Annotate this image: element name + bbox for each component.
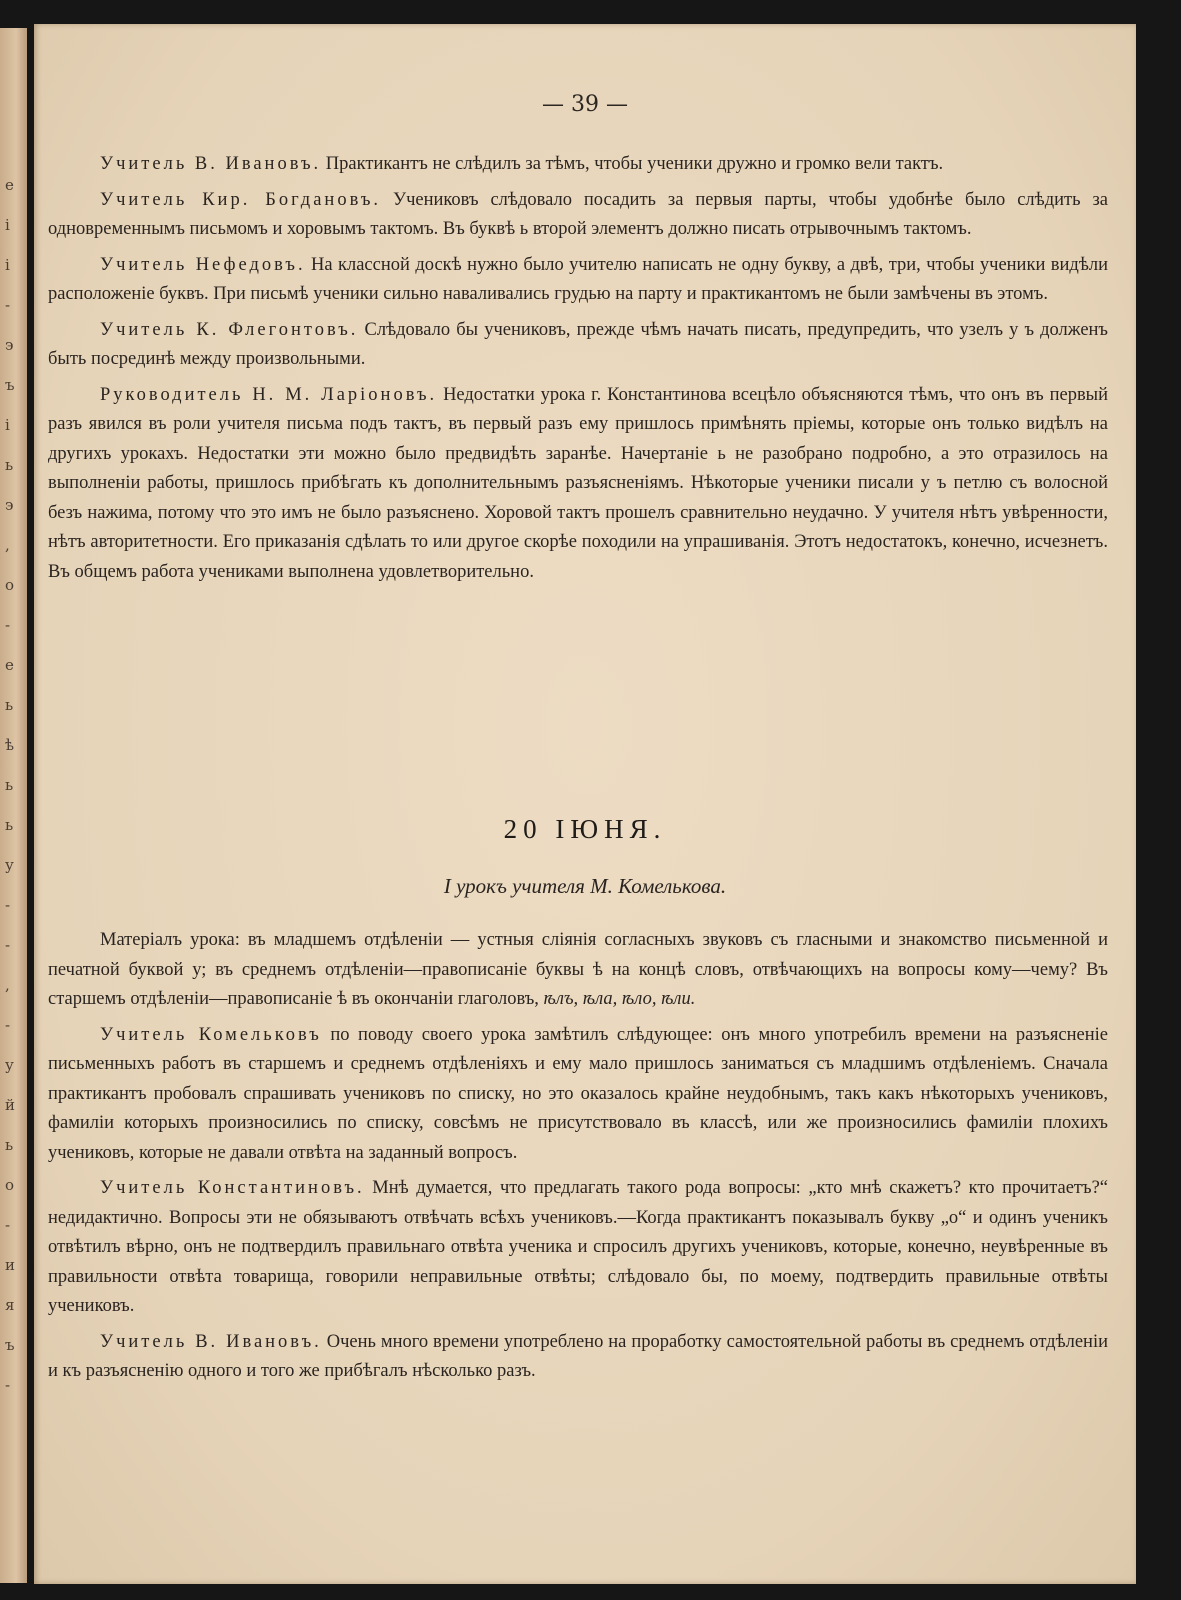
previous-page-fragment: - xyxy=(5,616,11,634)
previous-page-fragment: - xyxy=(5,896,11,914)
previous-page-fragment: ь xyxy=(5,696,14,714)
previous-page-fragment: ѣ xyxy=(5,736,15,754)
remark-text: по поводу своего урока замѣтилъ слѣдующее: онъ много употребилъ времени на разъясненіе письменныхъ работъ въ старшемъ и среднемъ отдѣленіяхъ и ему мало пришлось заниматься съ младшимъ отдѣленіемъ. Сначала практикантъ пробовалъ спрашивать учениковъ по списку, но это оказалось крайне неудобнымъ, такъ какъ нѣкоторыхъ учениковъ, фамиліи которыхъ произносились по списку, совсѣмъ не присутствовало въ классѣ, или же произносились фамиліи плохихъ учениковъ, которые не давали отвѣта на заданный вопросъ. xyxy=(48,1024,1109,1163)
material-endings: ѣлъ, ѣла, ѣло, ѣли. xyxy=(543,989,696,1009)
previous-page-fragment: - xyxy=(5,1376,11,1394)
date-heading: 20 ІЮНЯ. xyxy=(503,814,667,844)
remark-speaker: Учитель В. Ивановъ. xyxy=(100,154,322,174)
remark-paragraph xyxy=(48,251,1108,310)
remark-speaker: Учитель Кир. Богдановъ. xyxy=(100,189,382,210)
remark-text: Очень много времени употреблено на проработку самостоятельной работы въ среднемъ отдѣленіи и къ разъясненію одного и того же прибѣгалъ нѣсколько разъ. xyxy=(48,1331,1109,1381)
lesson-body xyxy=(48,926,1108,1387)
previous-page-fragment: е xyxy=(5,176,14,194)
remark-paragraph xyxy=(48,1328,1108,1387)
previous-page-fragment: ь xyxy=(5,456,14,474)
previous-page-fragment: і xyxy=(5,416,10,434)
remark-paragraph xyxy=(48,1174,1108,1322)
previous-page-fragment: э xyxy=(5,336,14,354)
previous-page-fragment: , xyxy=(5,976,10,994)
remark-paragraph xyxy=(48,381,1108,588)
previous-page-fragment: я xyxy=(5,1296,15,1314)
previous-page-fragment: ъ xyxy=(5,376,15,394)
remark-text: На классной доскѣ нужно было учителю написать не одну букву, а двѣ, три, чтобы ученики видѣли расположеніе буквъ. При письмѣ ученики сильно наваливались грудью на парту и практикантомъ не были замѣчены въ этомъ. xyxy=(48,254,1108,304)
remark-text: Мнѣ думается, что предлагать такого рода вопросы: „кто мнѣ скажетъ? кто прочитаетъ?“ недидактично. Вопросы эти не обязываютъ отвѣчать всѣхъ учениковъ.—Когда практикантъ показывалъ букву „о“ и одинъ ученикъ отвѣтилъ вѣрно, онъ не подтвердилъ правильнаго отвѣта ученика и спросилъ другихъ учениковъ, которые, конечно, неувѣренные въ правильности отвѣта товарища, говорили неправильные отвѣты; слѣдовало бы, по моему, подтвердить правильные отвѣты учениковъ. xyxy=(48,1178,1109,1316)
previous-page-fragment: і xyxy=(5,216,10,234)
previous-page-fragment: й xyxy=(5,1096,15,1114)
previous-page-fragment: о xyxy=(5,576,15,594)
remark-speaker: Учитель Нефедовъ. xyxy=(100,254,306,275)
remarks-top xyxy=(48,150,1108,587)
previous-page-fragment: ь xyxy=(5,1136,14,1154)
previous-page-fragment: - xyxy=(5,296,11,314)
lesson-heading: І урокъ учителя М. Комелькова. xyxy=(443,874,727,898)
remark-speaker: Руководитель Н. М. Ларіоновъ. xyxy=(100,384,438,405)
previous-page-fragment: и xyxy=(5,1256,15,1274)
previous-page-fragment: ъ xyxy=(5,1336,15,1354)
remark-text: Слѣдовало бы учениковъ, прежде чѣмъ начать писать, предупредить, что узелъ у ъ долженъ быть посрединѣ между произвольными. xyxy=(48,319,1108,369)
remark-text: Недостатки урока г. Константинова всецѣло объясняются тѣмъ, что онъ въ первый разъ явился въ роли учителя письма подъ тактъ, въ первый разъ ему пришлось примѣнять пріемы, которые онъ только видѣлъ на другихъ урокахъ. Недостатки эти можно было предвидѣть заранѣе. Начертаніе ь не разобрано подробно, а это отразилось на выполненіи работы, пришлось прибѣгать къ дополнительнымъ разъясненіямъ. Нѣкоторые ученики писали у ъ петлю съ волосной безъ нажима, потому что это имъ не было разъяснено. Хоровой тактъ прошелъ сравнительно неудачно. У учителя нѣтъ увѣренности, нѣтъ авторитетности. Его приказанія сдѣлать то или другое скорѣе походили на упрашиванія. Этотъ недостатокъ, конечно, исчезнетъ. Въ общемъ работа учениками выполнена удовлетворительно. xyxy=(48,384,1109,582)
remark-text: Учениковъ слѣдовало посадить за первыя парты, чтобы удобнѣе было слѣдить за одновременнымъ письмомъ и хоровымъ тактомъ. Въ буквѣ ь второй элементъ должно писать отрывочнымъ тактомъ. xyxy=(48,189,1108,239)
remark-speaker: Учитель К. Флегонтовъ. xyxy=(100,319,359,340)
previous-page-fragment: ь xyxy=(5,816,14,834)
remark-speaker: Учитель Константиновъ. xyxy=(100,1178,365,1198)
previous-page-fragment: у xyxy=(5,1056,14,1074)
previous-page-fragment: ь xyxy=(5,776,14,794)
previous-page-edge xyxy=(0,28,27,1583)
remark-paragraph xyxy=(48,316,1108,375)
remark-speaker: Учитель В. Ивановъ. xyxy=(100,1331,322,1352)
material-text: Матеріалъ урока: въ младшемъ отдѣленіи — устныя слiянія согласныхъ звуковъ съ гласными и знакомство письменной и печатной буквой у; въ среднемъ отдѣленіи—правописаніе буквы ѣ на концѣ словъ, отвѣчающихъ на вопросы кому—чему? Въ старшемъ отдѣленіи—правописаніе ѣ въ окончаніи глаголовъ, xyxy=(48,930,1108,1009)
remark-paragraph xyxy=(48,186,1108,245)
previous-page-fragment: э xyxy=(5,496,14,514)
previous-page-fragment: е xyxy=(5,656,14,674)
previous-page-fragment: о xyxy=(5,1176,15,1194)
remark-paragraph xyxy=(48,150,1108,180)
previous-page-fragment: у xyxy=(5,856,14,874)
previous-page-fragment: , xyxy=(5,536,10,554)
previous-page-fragment: - xyxy=(5,1216,11,1234)
previous-page-fragment: і xyxy=(5,256,10,274)
remark-paragraph xyxy=(48,1021,1108,1169)
remark-text: Практикантъ не слѣдилъ за тѣмъ, чтобы ученики дружно и громко вели тактъ. xyxy=(325,154,944,174)
book-page xyxy=(34,24,1136,1584)
page-number: — 39 — xyxy=(542,92,628,117)
previous-page-fragment: - xyxy=(5,936,11,954)
previous-page-fragment: - xyxy=(5,1016,11,1034)
remark-speaker: Учитель Комельковъ xyxy=(100,1024,322,1045)
material-paragraph xyxy=(48,926,1108,1015)
